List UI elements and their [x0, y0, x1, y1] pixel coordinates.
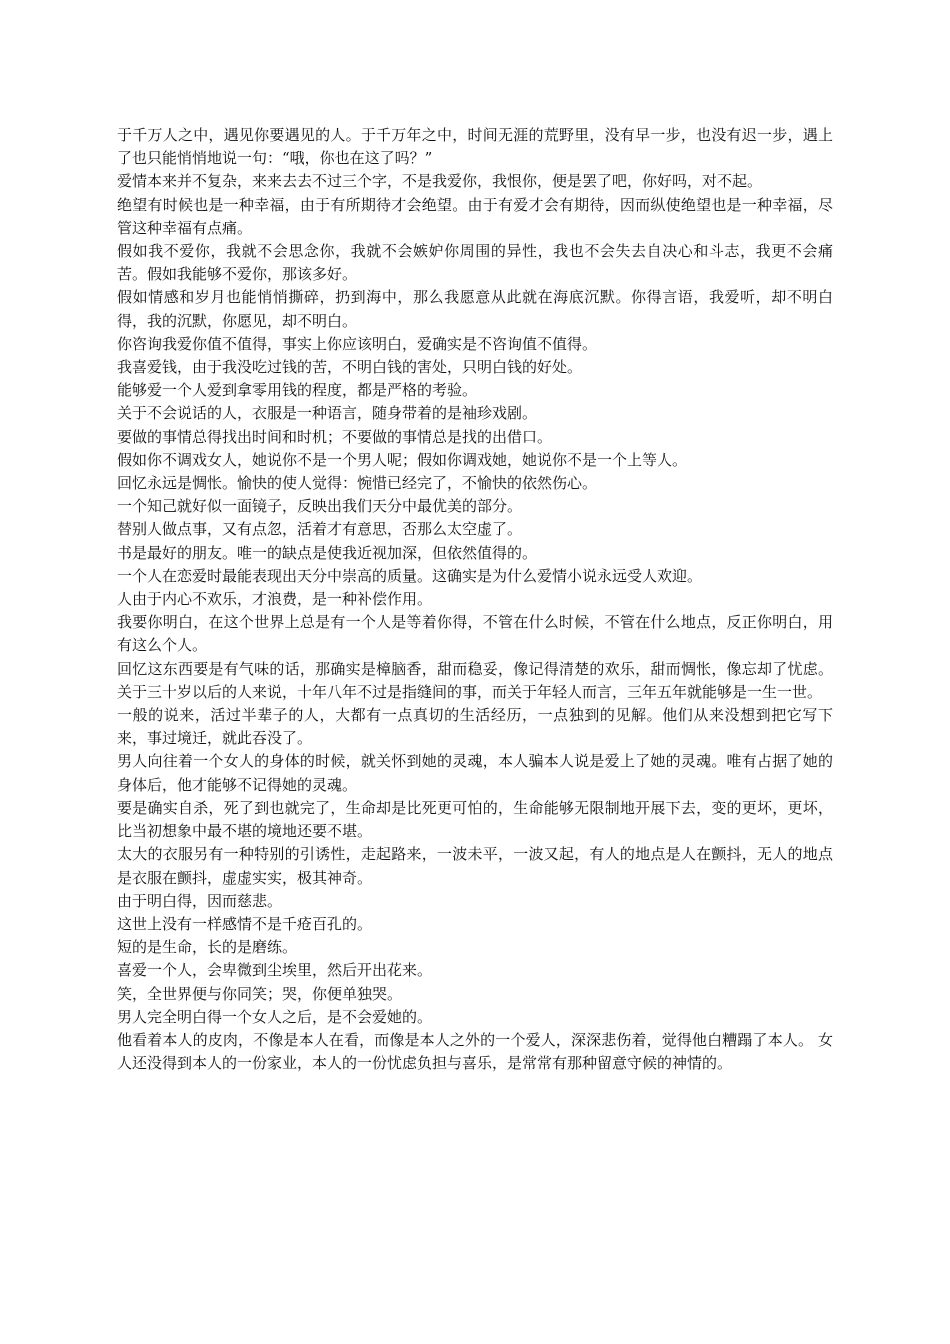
paragraph-14: 替别人做点事，又有点忽，活着才有意思，否那么太空虚了。: [117, 520, 523, 539]
paragraph-28: 笑，全世界便与你同笑；哭，你便单独哭。: [117, 984, 403, 1003]
paragraph-26: 短的是生命，长的是磨练。: [117, 938, 298, 957]
paragraph-23: 太大的衣服另有一种特别的引诱性，走起路来，一波未平，一波又起，有人的地点是人在颤抖，无人的地点是衣服在颤抖，虚虚实实，极其神奇。: [117, 845, 833, 887]
paragraph-21: 男人向往着一个女人的身体的时候，就关怀到她的灵魂，本人骗本人说是爱上了她的灵魂。唯有占据了她的身体后，他才能够不记得她的灵魂。: [117, 752, 833, 794]
paragraph-9: 关于不会说话的人，衣服是一种语言，随身带着的是袖珍戏剧。: [117, 404, 538, 423]
paragraph-3: 绝望有时候也是一种幸福，由于有所期待才会绝望。由于有爱才会有期待，因而纵使绝望也是一种幸福，尽管这种幸福有点痛。: [117, 195, 833, 237]
paragraph-24: 由于明白得，因而慈悲。: [117, 891, 283, 910]
paragraph-29: 男人完全明白得一个女人之后，是不会爱她的。: [117, 1007, 433, 1026]
paragraph-30: 他看着本人的皮肉，不像是本人在看，而像是本人之外的一个爱人，深深悲伤着，觉得他白糟蹋了本人。 女人还没得到本人的一份家业，本人的一份忧虑负担与喜乐，是常常有那种留意守候的神情的。: [117, 1030, 833, 1073]
paragraph-22: 要是确实自杀，死了到也就完了，生命却是比死更可怕的，生命能够无限制地开展下去，变的更坏，更坏，比当初想象中最不堪的境地还要不堪。: [117, 798, 833, 841]
paragraph-5: 假如情感和岁月也能悄悄撕碎，扔到海中，那么我愿意从此就在海底沉默。你得言语，我爱听，却不明白得，我的沉默，你愿见，却不明白。: [117, 288, 833, 330]
paragraph-12: 回忆永远是惆怅。愉快的使人觉得：惋惜已经完了，不愉快的依然伤心。: [117, 474, 598, 493]
paragraph-8: 能够爱一个人爱到拿零用钱的程度，都是严格的考验。: [117, 381, 478, 400]
paragraph-16: 一个人在恋爱时最能表现出天分中崇高的质量。这确实是为什么爱情小说永远受人欢迎。: [117, 566, 703, 585]
paragraph-10: 要做的事情总得找出时间和时机；不要做的事情总是找的出借口。: [117, 427, 553, 446]
paragraph-27: 喜爱一个人，会卑微到尘埃里，然后开出花来。: [117, 961, 433, 980]
paragraph-19: 回忆这东西要是有气味的话，那确实是樟脑香，甜而稳妥，像记得清楚的欢乐，甜而惆怅，像忘却了忧虑。 关于三十岁以后的人来说，十年八年不过是指缝间的事，而关于年轻人而言，三年五年就能够是一生一世。: [117, 659, 833, 701]
paragraph-1: 于千万人之中，遇见你要遇见的人。于千万年之中，时间无涯的荒野里，没有早一步，也没有迟一步，遇上了也只能悄悄地说一句：“哦，你也在这了吗？”: [117, 126, 833, 168]
paragraph-6: 你咨询我爱你值不值得，事实上你应该明白，爱确实是不咨询值不值得。: [117, 334, 598, 353]
paragraph-18: 我要你明白，在这个世界上总是有一个人是等着你得，不管在什么时候，不管在什么地点，反正你明白，用有这么个人。: [117, 613, 833, 655]
paragraph-2: 爱情本来并不复杂，来来去去不过三个字，不是我爱你，我恨你，便是罢了吧，你好吗，对不起。: [117, 172, 763, 191]
document-body: [117, 124, 833, 1075]
paragraph-17: 人由于内心不欢乐，才浪费，是一种补偿作用。: [117, 590, 433, 609]
paragraph-15: 书是最好的朋友。唯一的缺点是使我近视加深，但依然值得的。: [117, 543, 538, 562]
paragraph-25: 这世上没有一样感情不是千疮百孔的。: [117, 914, 373, 933]
paragraph-4: 假如我不爱你，我就不会思念你，我就不会嫉妒你周围的异性，我也不会失去自决心和斗志，我更不会痛苦。假如我能够不爱你，那该多好。: [117, 242, 833, 284]
paragraph-7: 我喜爱钱，由于我没吃过钱的苦，不明白钱的害处，只明白钱的好处。: [117, 358, 583, 377]
paragraph-20: 一般的说来，活过半辈子的人，大都有一点真切的生活经历，一点独到的见解。他们从来没想到把它写下来，事过境迁，就此吞没了。: [117, 706, 833, 748]
paragraph-11: 假如你不调戏女人，她说你不是一个男人呢；假如你调戏她，她说你不是一个上等人。: [117, 450, 688, 469]
paragraph-13: 一个知己就好似一面镜子，反映出我们天分中最优美的部分。: [117, 497, 523, 516]
